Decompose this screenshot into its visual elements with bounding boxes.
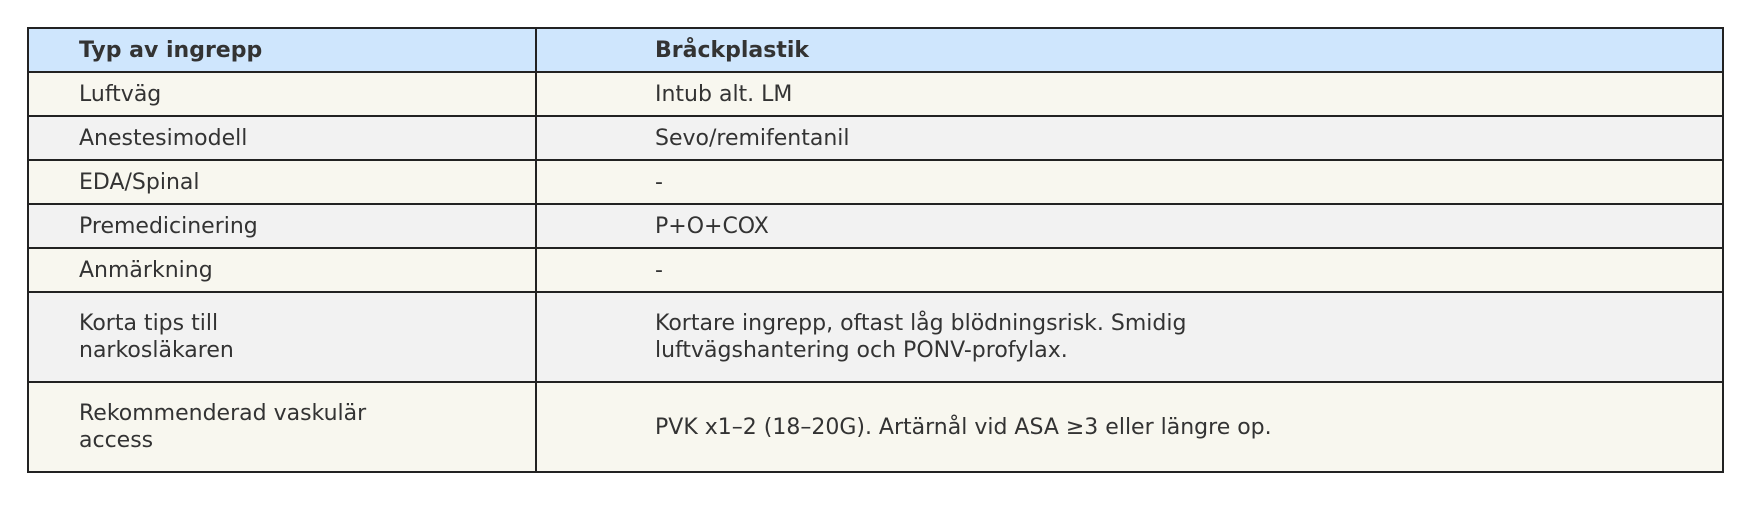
row-key-label: Rekommenderad vaskulär access — [79, 401, 367, 453]
row-key-label: Premedicinering — [79, 213, 258, 239]
row-key-label: EDA/Spinal — [79, 169, 200, 195]
row-key-cell — [28, 292, 536, 382]
header-value-cell — [536, 28, 1723, 72]
row-value-text: - — [655, 169, 663, 195]
anesthesia-info-table — [27, 27, 1724, 473]
row-key-cell — [28, 160, 536, 204]
table-row-tips — [28, 292, 1723, 382]
row-key-cell — [28, 116, 536, 160]
header-key-label: Typ av ingrepp — [79, 37, 263, 63]
row-key-cell — [28, 204, 536, 248]
row-key-cell — [28, 248, 536, 292]
table-row-eda-spinal — [28, 160, 1723, 204]
row-value-text: Sevo/remifentanil — [655, 125, 850, 151]
row-key-cell — [28, 382, 536, 472]
row-value-cell — [536, 292, 1723, 382]
row-value-cell — [536, 382, 1723, 472]
row-value-cell — [536, 248, 1723, 292]
row-key-label: Luftväg — [79, 81, 162, 107]
table-row-premedication — [28, 204, 1723, 248]
row-key-label: Anestesimodell — [79, 125, 248, 151]
row-value-text: - — [655, 257, 663, 283]
row-value-text: P+O+COX — [655, 213, 769, 239]
row-value-text: PVK x1–2 (18–20G). Artärnål vid ASA ≥3 eller längre op. — [655, 414, 1272, 440]
row-value-cell — [536, 72, 1723, 116]
row-value-cell — [536, 160, 1723, 204]
table-row-remark — [28, 248, 1723, 292]
header-value-label: Bråckplastik — [655, 37, 810, 63]
row-value-text: Kortare ingrepp, oftast låg blödningsrisk. Smidig luftvägshantering och PONV-profylax. — [655, 311, 1187, 363]
header-key-cell — [28, 28, 536, 72]
table-header-row — [28, 28, 1723, 72]
table-row-vascular-access — [28, 382, 1723, 472]
row-value-cell — [536, 116, 1723, 160]
row-key-label: Korta tips till narkosläkaren — [79, 311, 234, 363]
row-value-cell — [536, 204, 1723, 248]
table-row-anesthesia-model — [28, 116, 1723, 160]
table-row-airway — [28, 72, 1723, 116]
row-key-cell — [28, 72, 536, 116]
row-key-label: Anmärkning — [79, 257, 213, 283]
row-value-text: Intub alt. LM — [655, 81, 793, 107]
